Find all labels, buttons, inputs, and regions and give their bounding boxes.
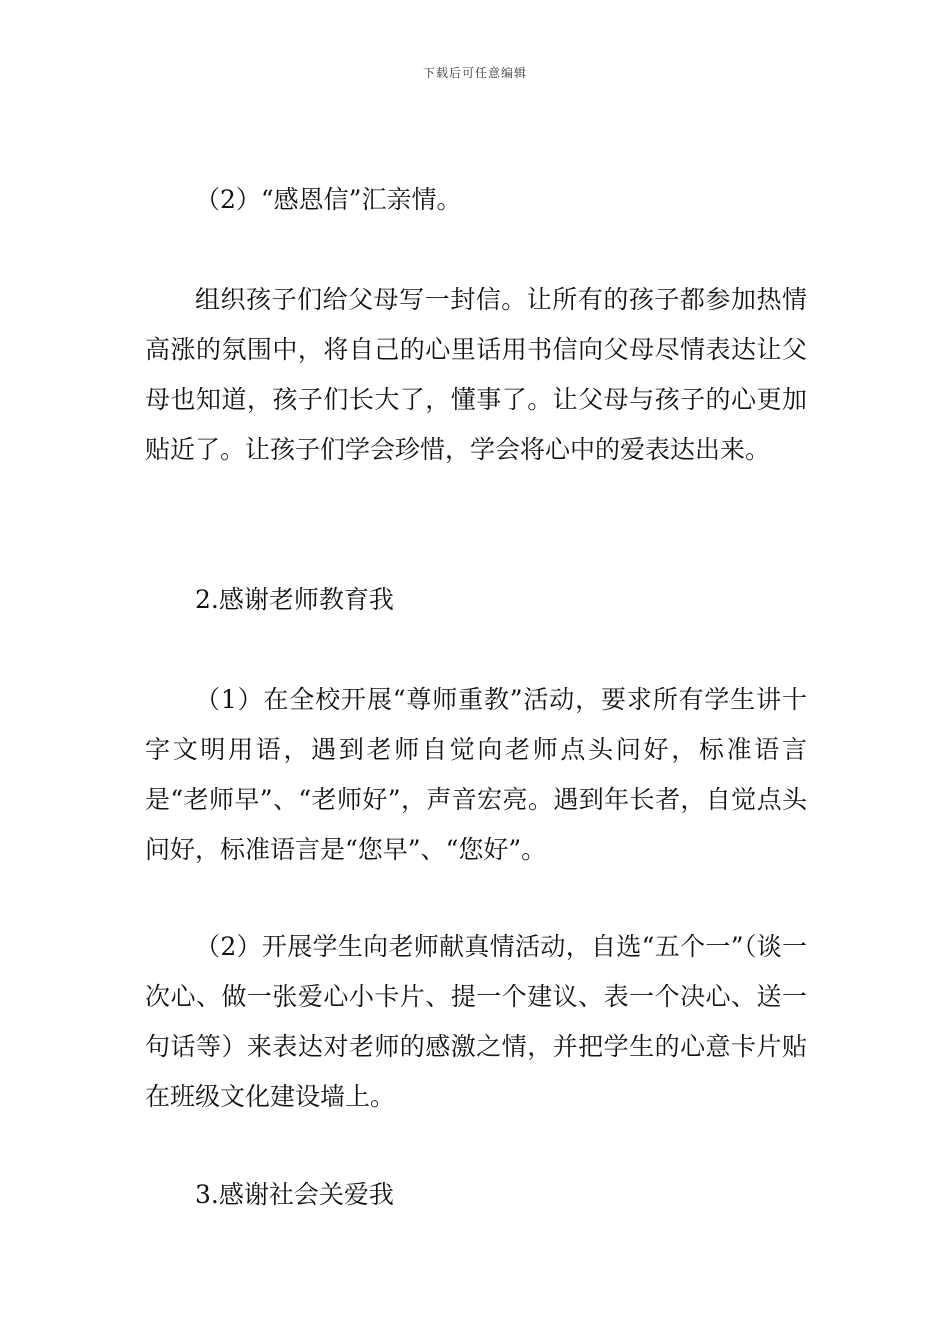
paragraph-gratitude-letter-heading bbox=[145, 175, 807, 225]
paragraph-text: （1）在全校开展“尊师重教”活动，要求所有学生讲十字文明用语，遇到老师自觉向老师点头问好，标准语言是“老师早”、“老师好”，声音宏亮。遇到年长者，自觉点头问好，标准语言是“您早”、“您好”。 bbox=[145, 685, 807, 864]
section-heading-thank-teachers bbox=[145, 575, 807, 625]
paragraph-text: 3.感谢社会关爱我 bbox=[195, 1180, 394, 1209]
paragraph-text: （2）开展学生向老师献真情活动，自选“五个一”（谈一次心、做一张爱心小卡片、提一个建议、表一个决心、送一句话等）来表达对老师的感激之情，并把学生的心意卡片贴在班级文化建设墙上。 bbox=[145, 932, 807, 1111]
paragraph-text: （2）“感恩信”汇亲情。 bbox=[195, 185, 462, 214]
paragraph-respect-teachers bbox=[145, 675, 807, 875]
paragraph-text: 2.感谢老师教育我 bbox=[195, 585, 394, 614]
page-header-note: 下载后可任意编辑 bbox=[422, 66, 527, 80]
paragraph-five-ones-activity bbox=[145, 922, 807, 1122]
section-heading-thank-society bbox=[145, 1170, 807, 1220]
paragraph-text: 组织孩子们给父母写一封信。让所有的孩子都参加热情高涨的氛围中，将自己的心里话用书信向父母尽情表达让父母也知道，孩子们长大了，懂事了。让父母与孩子的心更加贴近了。让孩子们学会珍惜，学会将心中的爱表达出来。 bbox=[145, 285, 807, 464]
paragraph-letter-activity bbox=[145, 275, 807, 475]
